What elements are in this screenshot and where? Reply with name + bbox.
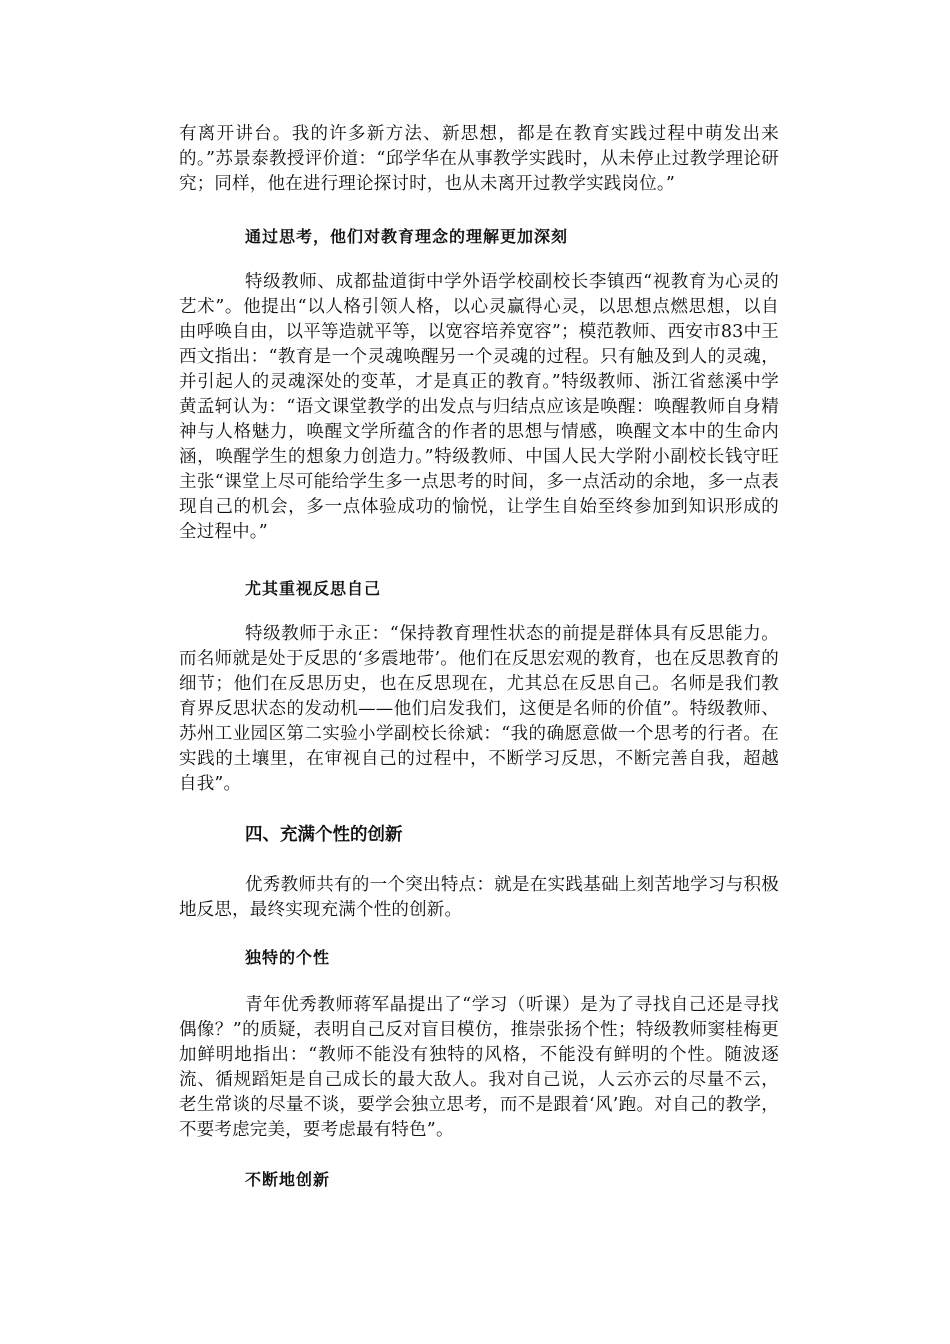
subheading-think: 通过思考，他们对教育理念的理解更加深刻 — [245, 227, 569, 246]
paragraph-text: 有离开讲台。我的许多新方法、新思想，都是在教育实践过程中萌发出来的。”苏景泰教授评价道：“邱学华在从事教学实践时，从未停止过教学理论研究；同样，他在进行理论探讨时，也从未离开过教学实践岗位。” — [179, 124, 779, 194]
paragraph-think — [179, 270, 779, 545]
subheading-innovate: 不断地创新 — [245, 1170, 331, 1189]
section-heading-4: 四、充满个性的创新 — [245, 825, 403, 845]
paragraph-text: 青年优秀教师蒋军晶提出了“学习（听课）是为了寻找自己还是寻找偶像？”的质疑，表明自己反对盲目模仿，推崇张扬个性；特级教师窦桂梅更加鲜明地指出：“教师不能没有独特的风格，不能没有鲜明的个性。随波逐流、循规蹈矩是自己成长的最大敌人。我对自己说，人云亦云的尽量不云，老生常谈的尽量不谈，要学会独立思考，而不是跟着‘风’跑。对自己的教学，不要考虑完美，要考虑最有特色”。 — [179, 995, 779, 1140]
subheading-reflect: 尤其重视反思自己 — [245, 579, 382, 598]
paragraph-text: 特级教师于永正：“保持教育理性状态的前提是群体具有反思能力。而名师就是处于反思的‘多震地带’。他们在反思宏观的教育，也在反思教育的细节；他们在反思历史，也在反思现在，尤其总在反思自己。名师是我们教育界反思状态的发动机——他们启发我们，这便是名师的价值”。特级教师、苏州工业园区第二实验小学副校长徐斌：“我的确愿意做一个思考的行者。在实践的土壤里，在审视自己的过程中，不断学习反思，不断完善自我，超越自我”。 — [179, 624, 779, 794]
paragraph-section4 — [179, 873, 779, 923]
paragraph-unique — [179, 993, 779, 1143]
subheading-unique: 独特的个性 — [245, 948, 331, 967]
paragraph-top — [179, 122, 779, 197]
paragraph-text: 优秀教师共有的一个突出特点：就是在实践基础上刻苦地学习与积极地反思，最终实现充满个性的创新。 — [179, 875, 779, 920]
paragraph-reflect — [179, 622, 779, 797]
paragraph-text: 特级教师、成都盐道街中学外语学校副校长李镇西“视教育为心灵的艺术”。他提出“以人格引领人格，以心灵赢得心灵，以思想点燃思想，以自由呼唤自由，以平等造就平等，以宽容培养宽容”；模范教师、西安市83中王西文指出：“教育是一个灵魂唤醒另一个灵魂的过程。只有触及到人的灵魂，并引起人的灵魂深处的变革，才是真正的教育。”特级教师、浙江省慈溪中学黄孟轲认为：“语文课堂教学的出发点与归结点应该是唤醒：唤醒教师自身精神与人格魅力，唤醒文学所蕴含的作者的思想与情感，唤醒文本中的生命内涵，唤醒学生的想象力创造力。”特级教师、中国人民大学附小副校长钱守旺主张“课堂上尽可能给学生多一点思考的时间，多一点活动的余地，多一点表现自己的机会，多一点体验成功的愉悦，让学生自始至终参加到知识形成的全过程中。” — [179, 272, 779, 542]
